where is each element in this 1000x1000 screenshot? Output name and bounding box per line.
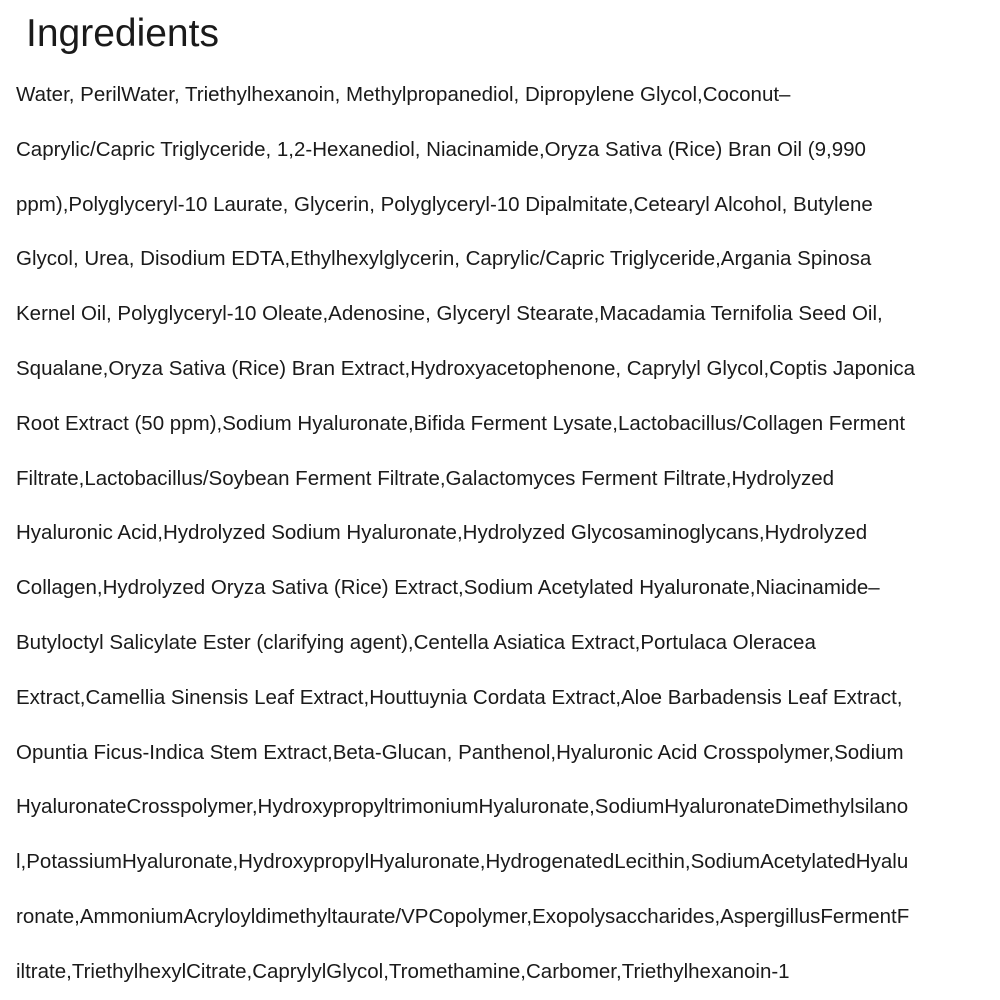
ingredients-line: Root Extract (50 ppm),Sodium Hyaluronate,Bifida Ferment Lysate,Lactobacillus/Collagen Ferment bbox=[16, 411, 906, 435]
ingredients-line: Opuntia Ficus-Indica Stem Extract,Beta-Glucan, Panthenol,Hyaluronic Acid Crosspolymer,Sodium bbox=[16, 740, 904, 764]
ingredients-line: Kernel Oil, Polyglyceryl-10 Oleate,Adenosine, Glyceryl Stearate,Macadamia Ternifolia Seed Oil, bbox=[16, 302, 883, 326]
ingredients-line: ronate,AmmoniumAcryloyldimethyltaurate/VPCopolymer,Exopolysaccharides,AspergillusFermentF bbox=[16, 904, 910, 928]
ingredients-line: ppm),Polyglyceryl-10 Laurate, Glycerin, Polyglyceryl-10 Dipalmitate,Cetearyl Alcohol, Butylene bbox=[16, 192, 873, 216]
ingredients-line: Hyaluronic Acid,Hydrolyzed Sodium Hyaluronate,Hydrolyzed Glycosaminoglycans,Hydrolyzed bbox=[16, 521, 868, 545]
ingredients-line: Butyloctyl Salicylate Ester (clarifying agent),Centella Asiatica Extract,Portulaca Oleracea bbox=[16, 630, 816, 654]
ingredients-line: Caprylic/Capric Triglyceride, 1,2-Hexanediol, Niacinamide,Oryza Sativa (Rice) Bran Oil (9,990 bbox=[16, 137, 866, 161]
ingredients-line: Extract,Camellia Sinensis Leaf Extract,Houttuynia Cordata Extract,Aloe Barbadensis Leaf Extract, bbox=[16, 685, 903, 709]
ingredients-line: Collagen,Hydrolyzed Oryza Sativa (Rice) Extract,Sodium Acetylated Hyaluronate,Niacinamide– bbox=[16, 576, 880, 600]
ingredients-line: Filtrate,Lactobacillus/Soybean Ferment Filtrate,Galactomyces Ferment Filtrate,Hydrolyzed bbox=[16, 466, 835, 490]
ingredients-line: Glycol, Urea, Disodium EDTA,Ethylhexylglycerin, Caprylic/Capric Triglyceride,Argania Spinosa bbox=[16, 247, 872, 271]
ingredients-text bbox=[16, 68, 986, 1000]
ingredients-line: Squalane,Oryza Sativa (Rice) Bran Extract,Hydroxyacetophenone, Caprylyl Glycol,Coptis Japonica bbox=[16, 356, 915, 380]
ingredients-line: Water, PerilWater, Triethylhexanoin, Methylpropanediol, Dipropylene Glycol,Coconut– bbox=[16, 83, 791, 106]
page-title: Ingredients bbox=[26, 12, 219, 55]
ingredients-line: l,PotassiumHyaluronate,HydroxypropylHyaluronate,HydrogenatedLecithin,SodiumAcetylatedHyalu bbox=[16, 850, 909, 874]
ingredients-line: HyaluronateCrosspolymer,HydroxypropyltrimoniumHyaluronate,SodiumHyaluronateDimethylsilano bbox=[16, 795, 909, 819]
ingredients-line: iltrate,TriethylhexylCitrate,CaprylylGlycol,Tromethamine,Carbomer,Triethylhexanoin-1 bbox=[16, 959, 790, 983]
